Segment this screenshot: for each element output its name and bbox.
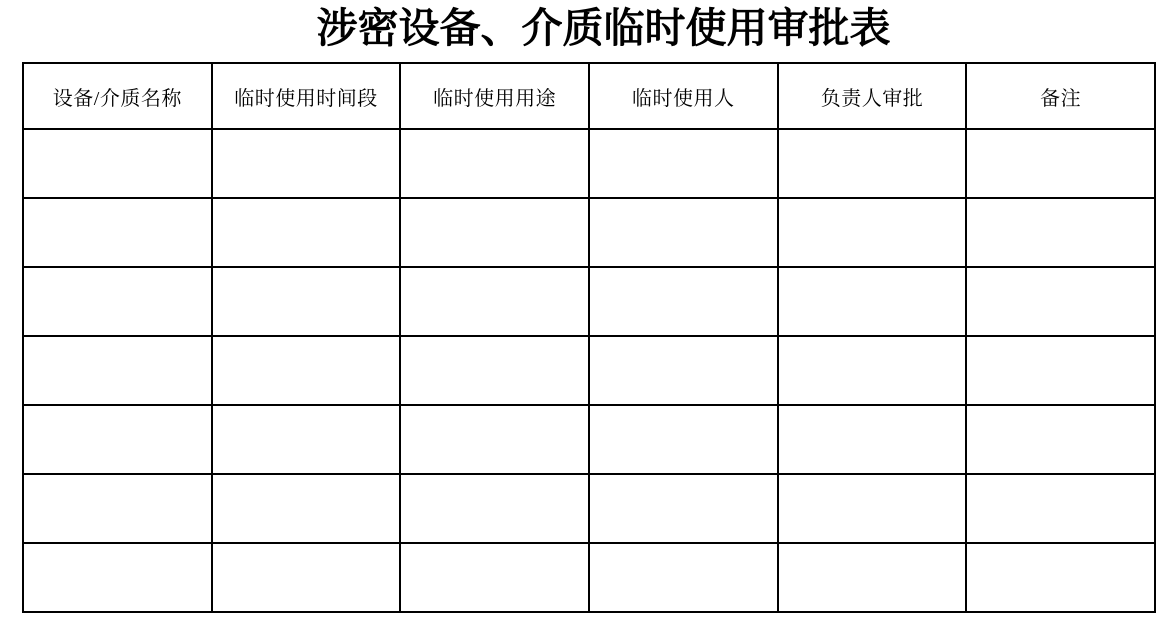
header-row	[23, 63, 1155, 129]
table-cell	[778, 543, 967, 612]
table-cell	[589, 198, 778, 267]
table-cell	[23, 129, 212, 198]
table-cell	[778, 267, 967, 336]
table-cell	[212, 129, 401, 198]
table-cell	[966, 198, 1155, 267]
table-row	[23, 474, 1155, 543]
table-row	[23, 198, 1155, 267]
column-header-use-purpose: 临时使用用途	[400, 63, 589, 129]
table-row	[23, 129, 1155, 198]
table-cell	[23, 267, 212, 336]
table-cell	[400, 267, 589, 336]
table-cell	[400, 198, 589, 267]
table-row	[23, 543, 1155, 612]
table-cell	[589, 405, 778, 474]
table-cell	[400, 405, 589, 474]
table-row	[23, 267, 1155, 336]
table-cell	[778, 129, 967, 198]
table-cell	[212, 198, 401, 267]
column-header-remarks: 备注	[966, 63, 1155, 129]
table-cell	[212, 336, 401, 405]
table-cell	[966, 543, 1155, 612]
table-cell	[400, 543, 589, 612]
table-cell	[589, 267, 778, 336]
table-cell	[966, 129, 1155, 198]
table-cell	[966, 474, 1155, 543]
table-cell	[778, 336, 967, 405]
table-cell	[589, 474, 778, 543]
table-cell	[589, 543, 778, 612]
table-cell	[589, 336, 778, 405]
table-cell	[212, 405, 401, 474]
table-cell	[400, 336, 589, 405]
table-cell	[778, 474, 967, 543]
approval-table	[22, 62, 1156, 613]
table-cell	[212, 474, 401, 543]
table-cell	[966, 405, 1155, 474]
page-title: 涉密设备、介质临时使用审批表	[316, 5, 891, 51]
table-cell	[212, 267, 401, 336]
column-header-user: 临时使用人	[589, 63, 778, 129]
table-cell	[589, 129, 778, 198]
table-cell	[778, 198, 967, 267]
table-cell	[23, 474, 212, 543]
column-header-use-period: 临时使用时间段	[212, 63, 401, 129]
table-cell	[966, 267, 1155, 336]
column-header-device-media-name: 设备/介质名称	[23, 63, 212, 129]
table-body	[23, 129, 1155, 612]
table-row	[23, 336, 1155, 405]
table-cell	[23, 198, 212, 267]
table-cell	[400, 129, 589, 198]
table-cell	[212, 543, 401, 612]
table-cell	[966, 336, 1155, 405]
table-cell	[23, 405, 212, 474]
table-cell	[400, 474, 589, 543]
table-row	[23, 405, 1155, 474]
table-cell	[778, 405, 967, 474]
table-cell	[23, 336, 212, 405]
table-cell	[23, 543, 212, 612]
table-header	[23, 63, 1155, 129]
column-header-approver: 负责人审批	[778, 63, 967, 129]
